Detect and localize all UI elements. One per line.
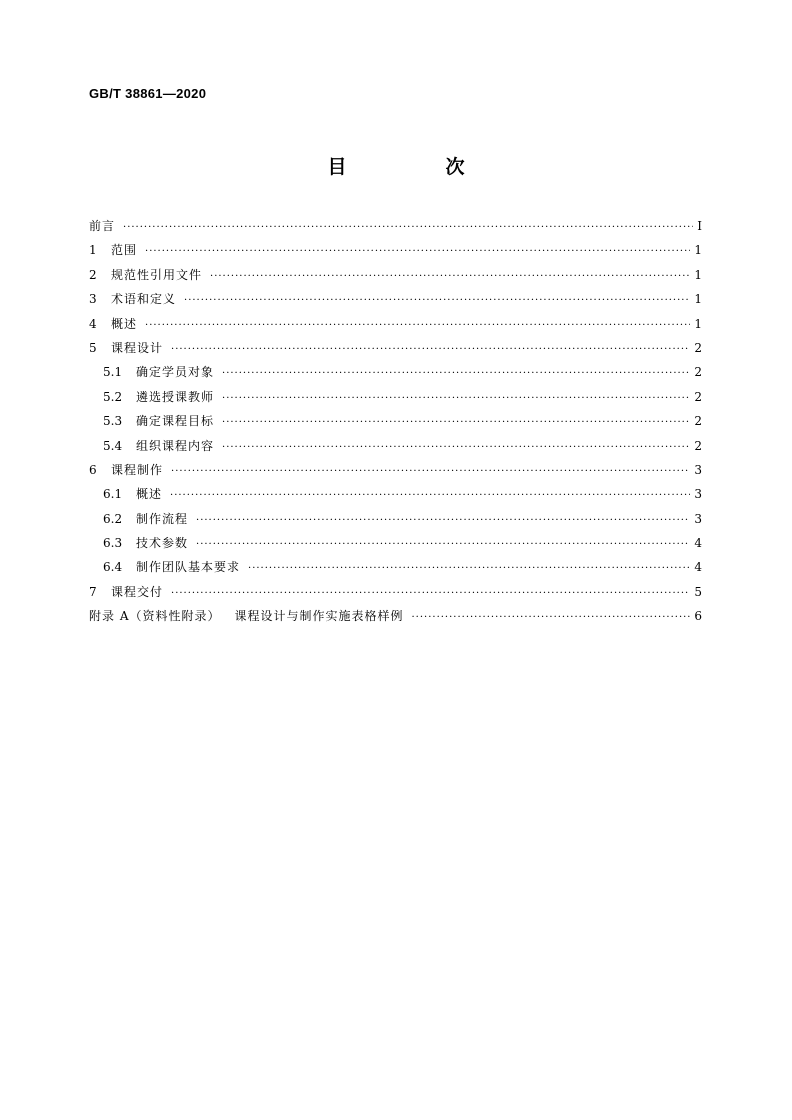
- dot-leader: [222, 411, 690, 435]
- toc-entry-label: 范围: [111, 243, 138, 258]
- toc-entry-number: 6.2: [103, 511, 123, 526]
- toc-entry-page: 1: [694, 316, 702, 331]
- toc-entry-number: 5: [89, 340, 97, 355]
- toc-entry-page: 1: [694, 292, 702, 307]
- toc-entry-number: 6: [89, 462, 97, 477]
- toc-entry-number: 3: [89, 292, 97, 307]
- toc-entry-number: 6.4: [103, 560, 123, 575]
- toc-entry-page: 2: [694, 340, 702, 355]
- toc-entry-page: 1: [694, 267, 702, 282]
- toc-entry-label: 确定学员对象: [136, 365, 215, 380]
- toc-entry-label: 概述: [136, 487, 163, 502]
- toc-entry-label: 概述: [111, 316, 138, 331]
- toc-entry-annex-title: 课程设计与制作实施表格样例: [234, 609, 404, 624]
- toc-entry-label: 课程制作: [111, 462, 164, 477]
- dot-leader: [412, 606, 691, 630]
- dot-leader: [222, 436, 690, 460]
- toc-entry-number: 5.4: [103, 438, 123, 453]
- dot-leader: [222, 362, 690, 386]
- toc-entry-label: 附录 A（资料性附录）: [89, 609, 221, 624]
- dot-leader: [184, 289, 690, 313]
- toc-entry-foreword[interactable]: [89, 214, 702, 238]
- toc-entry-3[interactable]: [89, 287, 702, 311]
- toc-entry-number: 6.3: [103, 536, 123, 551]
- toc-entry-label: 制作流程: [136, 511, 189, 526]
- toc-entry-6-2[interactable]: [89, 507, 702, 531]
- toc-entry-6-3[interactable]: [89, 531, 702, 555]
- toc-entry-1[interactable]: [89, 238, 702, 262]
- toc-entry-number: 6.1: [103, 487, 123, 502]
- toc-entry-label: 遴选授课教师: [136, 389, 215, 404]
- toc-entry-page: 2: [694, 389, 702, 404]
- toc-entry-2[interactable]: [89, 263, 702, 287]
- toc-entry-label: 确定课程目标: [136, 414, 215, 429]
- toc-entry-page: 3: [694, 487, 702, 502]
- dot-leader: [196, 509, 690, 533]
- toc-entry-label: 术语和定义: [111, 292, 177, 307]
- toc-entry-label: 组织课程内容: [136, 438, 215, 453]
- toc-entry-5-4[interactable]: [89, 434, 702, 458]
- toc-entry-page: 2: [694, 365, 702, 380]
- dot-leader: [171, 338, 690, 362]
- dot-leader: [145, 240, 690, 264]
- dot-leader: [248, 557, 690, 581]
- toc-entry-page: Ⅰ: [697, 219, 702, 233]
- dot-leader: [171, 582, 690, 606]
- toc-entry-label: 制作团队基本要求: [136, 560, 241, 575]
- toc-entry-5[interactable]: [89, 336, 702, 360]
- toc-entry-5-2[interactable]: [89, 385, 702, 409]
- toc-entry-annex-a[interactable]: [89, 604, 702, 628]
- toc-entry-label: 技术参数: [136, 536, 189, 551]
- dot-leader: [210, 265, 690, 289]
- toc-entry-5-3[interactable]: [89, 409, 702, 433]
- toc-entry-page: 5: [694, 584, 702, 599]
- toc-entry-label: 课程交付: [111, 584, 164, 599]
- toc-entry-6[interactable]: [89, 458, 702, 482]
- toc-entry-page: 2: [694, 414, 702, 429]
- toc-entry-page: 4: [694, 536, 702, 551]
- toc-entry-label: 前言: [89, 219, 116, 233]
- toc-entry-page: 1: [694, 243, 702, 258]
- toc-entry-label: 规范性引用文件: [111, 267, 203, 282]
- toc-entry-number: 7: [89, 584, 97, 599]
- dot-leader: [123, 216, 693, 240]
- toc-entry-6-4[interactable]: [89, 555, 702, 579]
- toc-entry-number: 5.2: [103, 389, 123, 404]
- toc-entry-6-1[interactable]: [89, 482, 702, 506]
- dot-leader: [170, 484, 690, 508]
- page-title: 目 次: [327, 156, 505, 178]
- dot-leader: [196, 533, 690, 557]
- standard-code: GB/T 38861—2020: [89, 86, 207, 101]
- table-of-contents: [89, 214, 702, 629]
- toc-entry-number: 2: [89, 267, 97, 282]
- dot-leader: [145, 314, 690, 338]
- toc-entry-7[interactable]: [89, 580, 702, 604]
- toc-entry-page: 3: [694, 511, 702, 526]
- toc-entry-label: 课程设计: [111, 340, 164, 355]
- toc-entry-number: 4: [89, 316, 97, 331]
- toc-entry-page: 6: [694, 609, 702, 624]
- toc-entry-number: 5.3: [103, 414, 123, 429]
- toc-entry-page: 4: [694, 560, 702, 575]
- toc-entry-page: 2: [694, 438, 702, 453]
- toc-entry-page: 3: [694, 462, 702, 477]
- dot-leader: [222, 387, 690, 411]
- toc-entry-4[interactable]: [89, 312, 702, 336]
- toc-entry-number: 1: [89, 243, 97, 258]
- dot-leader: [171, 460, 690, 484]
- toc-entry-number: 5.1: [103, 365, 123, 380]
- toc-entry-5-1[interactable]: [89, 360, 702, 384]
